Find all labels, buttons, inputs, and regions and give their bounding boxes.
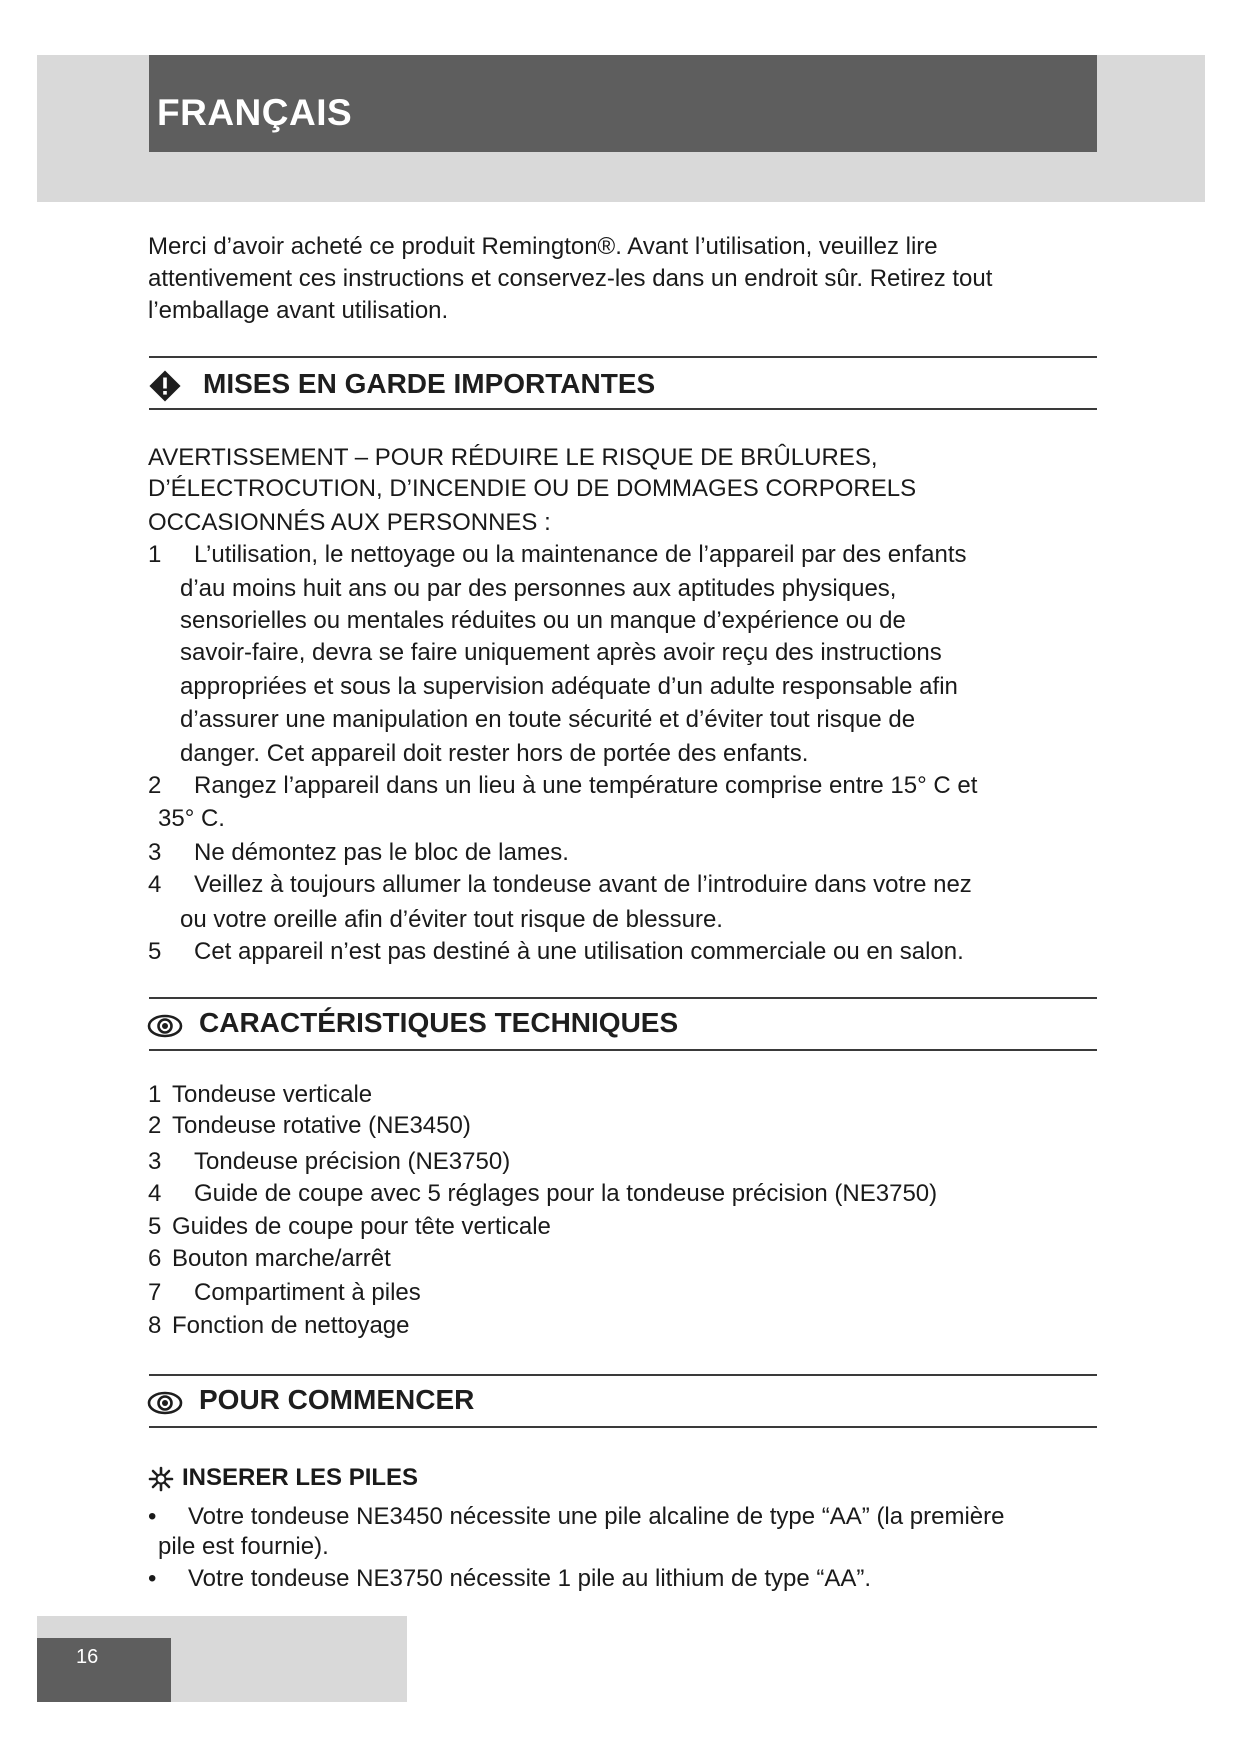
warning-diamond-icon [148,369,182,403]
section-title-specs: CARACTÉRISTIQUES TECHNIQUES [199,1007,679,1038]
list-item: Ne démontez pas le bloc de lames. [194,839,569,866]
list-number: 1 [148,541,162,568]
eye-icon [147,1389,183,1417]
intro-paragraph [148,231,1108,327]
warning-line: AVERTISSEMENT – POUR RÉDUIRE LE RISQUE DE BRÛLURES, [148,444,878,471]
sparkle-icon [148,1466,174,1492]
list-item: 35° C. [158,805,225,832]
list-item: Cet appareil n’est pas destiné à une utilisation commerciale ou en salon. [194,938,964,965]
intro-line: attentivement ces instructions et conservez-les dans un endroit sûr. Retirez tout [148,265,993,292]
list-item: Votre tondeuse NE3450 nécessite une pile alcaline de type “AA” (la première [188,1503,1005,1530]
list-item: Guide de coupe avec 5 réglages pour la tondeuse précision (NE3750) [194,1180,938,1207]
list-number: 3 [148,839,162,866]
list-item: Tondeuse rotative (NE3450) [172,1112,471,1139]
list-number: 6 [148,1245,162,1272]
list-number: 7 [148,1279,162,1306]
list-number: 4 [148,1180,162,1207]
warning-line: D’ÉLECTROCUTION, D’INCENDIE OU DE DOMMAGES CORPORELS [148,475,917,502]
list-item: Fonction de nettoyage [172,1312,410,1339]
section-divider-bottom [149,408,1097,410]
list-number: 5 [148,1213,162,1240]
section-divider-bottom [149,1426,1097,1428]
list-item: pile est fournie). [158,1533,329,1560]
intro-line: Merci d’avoir acheté ce produit Remington®. Avant l’utilisation, veuillez lire [148,233,938,260]
bullet: • [148,1565,157,1592]
list-item: savoir-faire, devra se faire uniquement après avoir reçu des instructions [180,639,942,666]
section-divider-top [149,997,1097,999]
list-number: 2 [148,1112,162,1139]
list-item: L’utilisation, le nettoyage ou la maintenance de l’appareil par des enfants [194,541,967,568]
list-item: Guides de coupe pour tête verticale [172,1213,551,1240]
section-title-start: POUR COMMENCER [199,1384,475,1415]
list-item: Votre tondeuse NE3750 nécessite 1 pile au lithium de type “AA”. [188,1565,872,1592]
list-item: Veillez à toujours allumer la tondeuse avant de l’introduire dans votre nez [194,871,972,898]
list-item: Rangez l’appareil dans un lieu à une température comprise entre 15° C et [194,772,978,799]
list-item: sensorielles ou mentales réduites ou un manque d’expérience ou de [180,607,906,634]
warning-line: OCCASIONNÉS AUX PERSONNES : [148,509,551,536]
list-item: danger. Cet appareil doit rester hors de portée des enfants. [180,740,809,767]
list-number: 8 [148,1312,162,1339]
section-divider-bottom [149,1049,1097,1051]
list-item: ou votre oreille afin d’éviter tout risque de blessure. [180,906,723,933]
intro-line: l’emballage avant utilisation. [148,297,449,324]
list-number: 5 [148,938,162,965]
page-number: 16 [76,1646,99,1668]
list-item: d’au moins huit ans ou par des personnes aux aptitudes physiques, [180,575,897,602]
list-item: Compartiment à piles [194,1279,421,1306]
bullet: • [148,1503,157,1530]
section-divider-top [149,356,1097,358]
list-item: Bouton marche/arrêt [172,1245,391,1272]
subsection-title: INSERER LES PILES [182,1464,419,1491]
section-divider-top [149,1374,1097,1376]
page-number-box [37,1638,171,1702]
language-title: FRANÇAIS [157,92,353,133]
list-number: 2 [148,772,162,799]
list-item: Tondeuse verticale [172,1081,373,1108]
list-number: 3 [148,1148,162,1175]
section-title-warnings: MISES EN GARDE IMPORTANTES [203,368,656,399]
list-item: Tondeuse précision (NE3750) [194,1148,511,1175]
list-item: appropriées et sous la supervision adéquate d’un adulte responsable afin [180,673,958,700]
eye-icon [147,1012,183,1040]
list-number: 1 [148,1081,162,1108]
list-item: d’assurer une manipulation en toute sécurité et d’éviter tout risque de [180,706,916,733]
list-number: 4 [148,871,162,898]
